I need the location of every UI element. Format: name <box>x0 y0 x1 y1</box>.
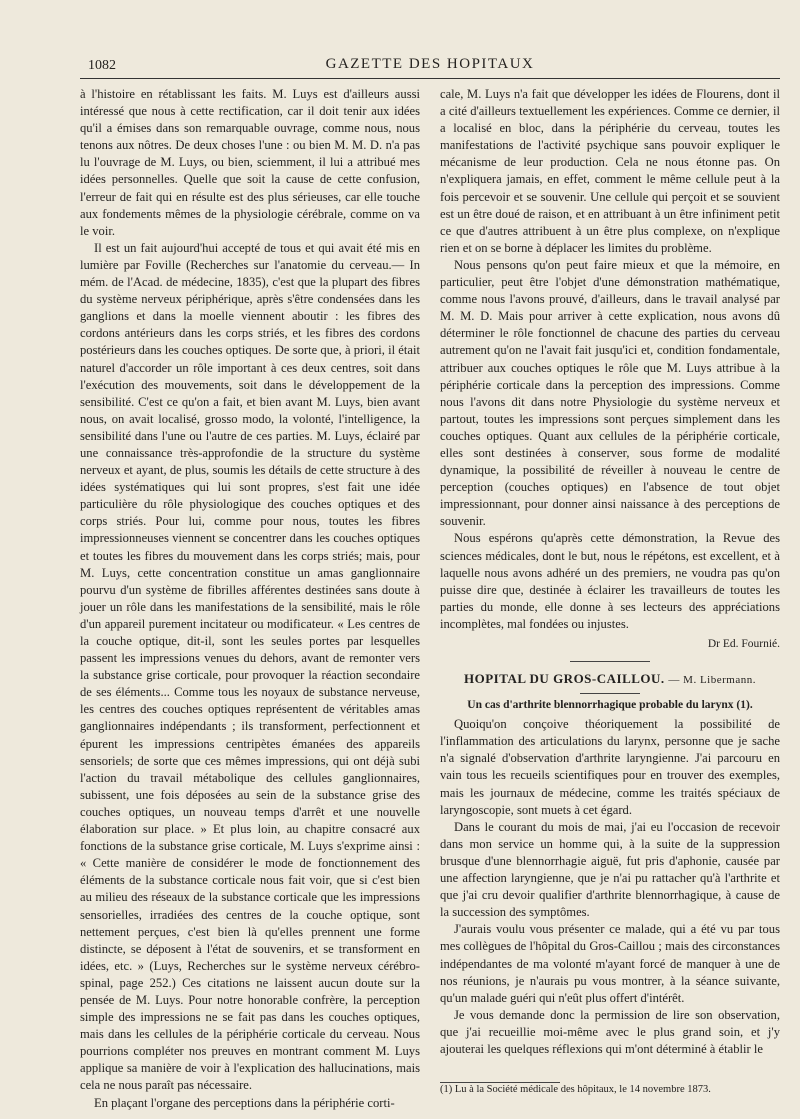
paragraph: Dans le courant du mois de mai, j'ai eu l'occasion de recevoir dans mon service un homme qui, à la suite de la suppression brusque d'une blennorrhagie aiguë, fut pris d'aphonie, causée par une affection laryngienne, que je n'ai pu rattacher qu'à l'arthrite et que j'ai cru devoir qualifier d'arthrite blennorrhagique, à cause de la succession des symptômes. <box>440 819 780 920</box>
paragraph: Nous pensons qu'on peut faire mieux et que la mémoire, en particulier, peut être l'objet d'une démonstration mathématique, comme nous l'avons prouvé, d'ailleurs, dans le travail analysé par M. M. D. Mais pour arriver à cette explication, nous avons dû déterminer le rôle fonctionnel de chacune des parties du cerveau autrement qu'on ne l'avait fait jusqu'ici et, condition fondamentale, attribuer aux couches optiques le rôle que M. Luys attribue à la périphérie corticale dans la perception des impressions. Comme nous l'avons dit dans notre Physiologie du système nerveux et partout, toutes les impressions sont perçues simplement dans les couches optiques. Quant aux cellules de la périphérie corticale, elles sont destinées à conserver, sous forme de modalité dynamique, la possibilité de réveiller à nouveau le centre de perception (couches optiques) en l'absence de tout objet impressionnant, pour donner ainsi naissance à des perceptions de souvenir. <box>440 257 780 529</box>
paragraph: Quoiqu'on conçoive théoriquement la possibilité de l'inflammation des articulations du larynx, personne que je sache n'a signalé d'observation d'arthrite laryngienne. J'ai parcouru en vain tous les recueils scientifiques pour en trouver des exemples, mais les journaux de médecine, comme les traités spéciaux de laryngoscopie, sont muets à cet égard. <box>440 717 780 817</box>
paragraph: cale, M. Luys n'a fait que développer les idées de Flourens, dont il a cité d'ailleurs textuellement les expériences. Comme ce dernier, il a localisé en bloc, dans la périphérie du cerveau, toutes les manifestations de l'activité psychique sans pouvoir expliquer le mécanisme de leur production. Cela ne nous étonne pas. On n'expliquera jamais, en effet, comment le même cellule peut à la fois percevoir et se souvenir. Une cellule qui perçoit et se souvient est un être doué de raison, et en attribuant à un être infiniment petit ce que d'autres attribuent à un être plus complexe, on n'explique rien et on se borne à déplacer les limites du problème. <box>440 87 780 255</box>
paragraph: Nous espérons qu'après cette démonstration, la Revue des sciences médicales, dont le but, nous le répétons, est excellent, et à laquelle nous avons adhéré un des premiers, ne voudra pas qu'on puisse dire que, destinée à éclairer les travailleurs de toutes les parties du monde, elle donne à ses lecteurs des appréciations incomplètes, mal fondées ou injustes. <box>440 531 780 631</box>
section-divider <box>570 661 650 662</box>
hospital-name: HOPITAL DU GROS-CAILLOU. <box>464 671 665 687</box>
paragraph: En plaçant l'organe des perceptions dans la périphérie corti- <box>94 1095 395 1110</box>
left-column <box>80 86 420 1112</box>
page-number: 1082 <box>88 58 116 73</box>
paragraph: J'aurais voulu vous présenter ce malade, qui a été vu par tous mes collègues de l'hôpital du Gros-Caillou ; mais des circonstances indépendantes de ma volonté m'ayant forcé de manquer à une de nos réunions, je n'aurais pu vous montrer, à la séance suivante, qu'un malade guéri qui n'eût plus offert d'intérêt. <box>440 922 780 1005</box>
journal-title: GAZETTE DES HOPITAUX <box>325 56 535 72</box>
title-rule <box>580 693 640 694</box>
paragraph: Il est un fait aujourd'hui accepté de tous et qui avait été mis en lumière par Foville (Recherches sur l'anatomie du cerveau.— In mém. de l'Acad. de médecine, 1835), c'est que la plupart des fibres du système nerveux périphérique, après s'être condensées dans les ganglions et dans la moelle viennent aboutir : les fibres des cordons antérieurs dans les corps striés, et les fibres des cordons postérieurs dans les couches optiques. De sorte que, à priori, il était naturel d'accorder un rôle important à ces deux centres, soit dans l'exécution des mouvements, soit dans le développement de la sensibilité. C'est ce qu'on a fait, et bien avant M. Luys, bien avant nous, on avait localisé, grosso modo, la volonté, l'intelligence, la sensibilité dans l'une ou l'autre de ces parties. M. Luys, éclairé par une connaissance très-approfondie de la structure du système nerveux et ayant, de plus, soumis les détails de cette structure à des idées systématiques qui lui sont propres, s'est fait une idée particulière du rôle physiologique des couches optiques et des corps striés. Pour lui, comme pour nous, toutes les fibres impressionneuses viennent se concentrer dans les couches optiques et toutes les fibres du mouvement dans les corps striés; mais, pour M. Luys, cette concentration constitue un amas ganglionnaire pourvu d'un système de fibrilles afférentes destinées sans doute à jouer un rôle dans les manifestations de la sensibilité, mais le rôle d'un appareil purement incitateur ou modificateur. « Les centres de la couche optique, dit-il, sont les seules portes par lesquelles passent les impressions venues du dehors, avant de remonter vers la substance grise corticale, pour provoquer la réaction secondaire de ses éléments... Comme tous les noyaux de substance nerveuse, les centres des couches optiques représentent de véritables amas ganglionnaires indépendants ; ils transforment, perfectionnent et épurent les impressions centripètes émanées des appareils sensoriels; de sorte que ces mêmes impressions, qui ont déjà subi l'action du travail métabolique des cellules ganglionnaires, subissent, une fois déposées au sein de la substance grise des couches optiques, un nouveau temps d'arrêt et une nouvelle élaboration sur place. » Et plus loin, au chapitre consacré aux fonctions de la substance grise corticale, M. Luys s'exprime ainsi : « Cette manière de considérer le mode de fonctionnement des éléments de la substance corticale nous fait voir, que si c'est bien au milieu des réseaux de la substance corticale que les impressions sensorielles, irradiées des centres de la couche optique, sont nettement perçues, c'est bien là qu'elles prennent une forme distincte, se déposent à l'état de souvenirs, et se transforment en idées, etc. » (Luys, Recherches sur le système nerveux cérébro-spinal, page 252.) Ces citations ne laissent aucun doute sur la pensée de M. Luys. Pour notre honorable confrère, la perception simple des impressions ne se fait pas dans les couches optiques, mais dans les cellules de la périphérie corticale du cerveau. Nous pourrions compléter nos preuves en montrant comment M. Luys applique sa manière de voir à l'explication des hallucinations, mais cela ne nous paraît pas nécessaire. <box>80 240 420 1093</box>
section-title <box>440 670 780 689</box>
page-header <box>80 56 780 76</box>
footnote: (1) Lu à la Société médicale des hôpitaux, le 14 novembre 1873. <box>440 1084 711 1096</box>
author-signature: Dr Ed. Fournié. <box>707 638 780 650</box>
header-rule <box>80 78 780 79</box>
paragraph: à l'histoire en rétablissant les faits. M. Luys est d'ailleurs aussi intéressé que nous à cette rectification, car il doit tenir aux idées qu'il a émises dans son remarquable ouvrage, comme nous, nous tenons aux nôtres. De deux choses l'une : ou bien M. M. D. n'a pas lu l'ouvrage de M. Luys, ou bien, sciemment, il lui a attribué mes idées personnelles. Quelle que soit la cause de cette confusion, l'erreur de fait qui en résulte est des plus sérieuses, car elle touche aux fondements mêmes de la physiologie cérébrale, comme on va le voir. <box>80 87 420 238</box>
article-title: Un cas d'arthrite blennorrhagique probable du larynx (1). <box>467 699 753 712</box>
paragraph: Je vous demande donc la permission de lire son observation, que j'ai recueillie moi-même avec le plus grand soin, et j'y ajouterai les quelques réflexions qui m'ont déterminé à établir le <box>440 1007 780 1056</box>
right-column <box>440 86 780 1096</box>
section-author: — M. Libermann. <box>668 674 756 687</box>
